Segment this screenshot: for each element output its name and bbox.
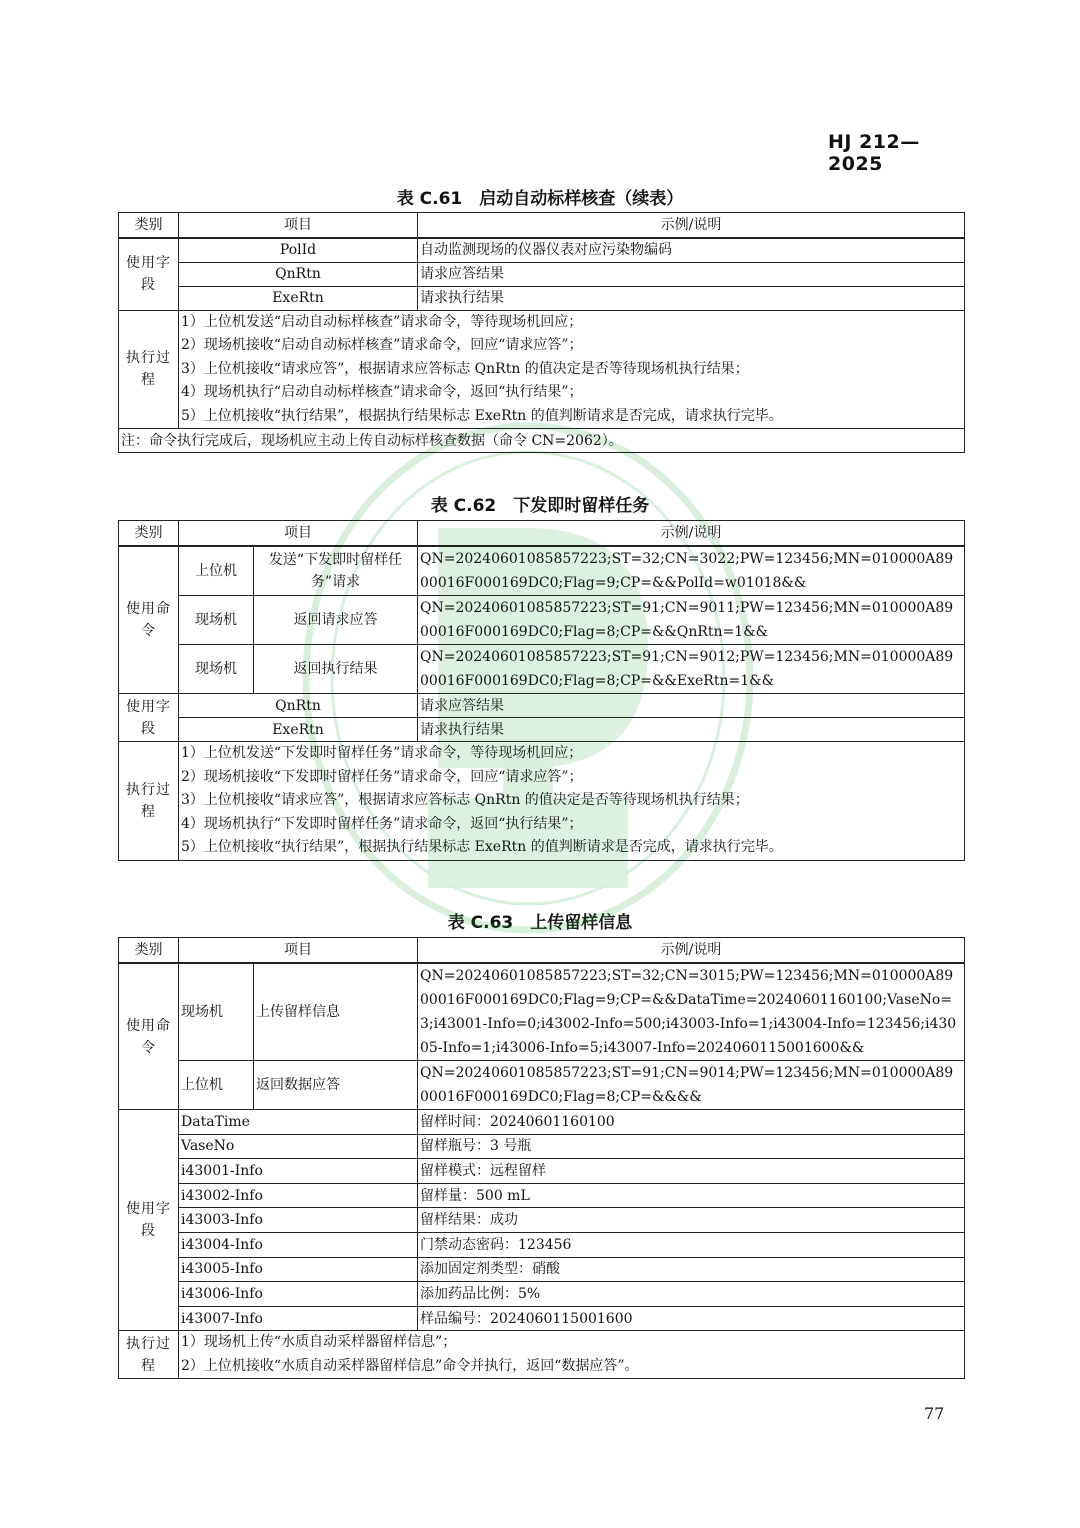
table-row xyxy=(119,546,965,596)
table-c63 xyxy=(118,937,965,1379)
field-desc: 留样模式：远程留样 xyxy=(418,1159,965,1184)
header-example: 示例/说明 xyxy=(418,213,965,239)
category-cell: 使用命令 xyxy=(119,963,179,1110)
table-c63-caption: 表 C.63 上传留样信息 xyxy=(447,913,633,933)
table-row xyxy=(119,1208,965,1233)
header-item: 项目 xyxy=(179,521,418,547)
category-cell: 使用字段 xyxy=(119,238,179,310)
category-cell: 执行过程 xyxy=(119,310,179,429)
table-c61 xyxy=(118,212,965,453)
field-desc: 请求应答结果 xyxy=(418,694,965,718)
header-item: 项目 xyxy=(179,938,418,964)
field-desc: 留样量：500 mL xyxy=(418,1183,965,1208)
command-example: QN=20240601085857223;ST=32;CN=3022;PW=123456;MN=010000A8900016F000169DC0;Flag=9;CP=&&PolId=w01018&& xyxy=(418,546,965,596)
field-name: i43002-Info xyxy=(179,1183,418,1208)
field-desc: 请求执行结果 xyxy=(418,286,965,310)
table-row xyxy=(119,596,965,645)
process-step: 5）上位机接收“执行结果”，根据执行结果标志 ExeRtn 的值判断请求是否完成，请求执行完毕。 xyxy=(181,407,783,424)
field-name: VaseNo xyxy=(179,1134,418,1159)
table-row xyxy=(119,1183,965,1208)
field-name: ExeRtn xyxy=(179,286,418,310)
field-desc: 留样时间：20240601160100 xyxy=(418,1110,965,1135)
field-name: i43004-Info xyxy=(179,1232,418,1257)
command-party: 上位机 xyxy=(179,1061,254,1110)
document-code: HJ 212—2025 xyxy=(828,131,920,175)
table-row xyxy=(119,238,965,262)
process-step: 3）上位机接收“请求应答”，根据请求应答标志 QnRtn 的值决定是否等待现场机执行结果； xyxy=(181,360,749,377)
process-step: 1）现场机上传“水质自动采样器留样信息”； xyxy=(181,1334,457,1351)
command-example: QN=20240601085857223;ST=91;CN=9011;PW=123456;MN=010000A8900016F000169DC0;Flag=8;CP=&&QnRtn=1&& xyxy=(418,596,965,645)
table-header-row xyxy=(119,521,965,547)
process-step: 1）上位机发送“启动自动标样核查”请求命令，等待现场机回应； xyxy=(181,313,583,330)
header-category: 类别 xyxy=(119,938,179,964)
category-cell: 使用命令 xyxy=(119,546,179,694)
command-action: 返回数据应答 xyxy=(254,1061,418,1110)
table-row xyxy=(119,1232,965,1257)
table-row xyxy=(119,1282,965,1307)
table-row xyxy=(119,286,965,310)
field-name: QnRtn xyxy=(179,262,418,286)
command-example: QN=20240601085857223;ST=91;CN=9012;PW=123456;MN=010000A8900016F000169DC0;Flag=8;CP=&&ExeRtn=1&& xyxy=(418,645,965,694)
table-row xyxy=(119,1331,965,1379)
table-c62-caption: 表 C.62 下发即时留样任务 xyxy=(430,496,650,516)
category-cell: 使用字段 xyxy=(119,694,179,742)
process-step: 1）上位机发送“下发即时留样任务”请求命令，等待现场机回应； xyxy=(181,745,583,761)
table-row xyxy=(119,1134,965,1159)
command-party: 现场机 xyxy=(179,963,254,1061)
process-step: 5）上位机接收“执行结果”，根据执行结果标志 ExeRtn 的值判断请求是否完成，请求执行完毕。 xyxy=(181,839,783,855)
header-example: 示例/说明 xyxy=(418,521,965,547)
process-step: 2）现场机接收“下发即时留样任务”请求命令，回应“请求应答”； xyxy=(181,768,583,785)
table-note: 注：命令执行完成后，现场机应主动上传自动标样核查数据（命令 CN=2062）。 xyxy=(119,429,965,453)
command-party: 上位机 xyxy=(179,546,254,596)
command-action: 上传留样信息 xyxy=(254,963,418,1061)
process-steps xyxy=(179,310,965,429)
table-row xyxy=(119,742,965,861)
table-row xyxy=(119,1061,965,1110)
process-step: 4）现场机执行“下发即时留样任务”请求命令，返回“执行结果”； xyxy=(181,815,583,832)
field-desc: 添加固定剂类型：硝酸 xyxy=(418,1257,965,1282)
table-row xyxy=(119,1257,965,1282)
header-example: 示例/说明 xyxy=(418,938,965,964)
process-step: 3）上位机接收“请求应答”，根据请求应答标志 QnRtn 的值决定是否等待现场机执行结果； xyxy=(181,792,749,808)
command-action: 返回请求应答 xyxy=(254,596,418,645)
field-name: DataTime xyxy=(179,1110,418,1135)
command-party: 现场机 xyxy=(179,645,254,694)
table-row xyxy=(119,1306,965,1331)
category-cell: 使用字段 xyxy=(119,1110,179,1331)
field-desc: 留样瓶号：3 号瓶 xyxy=(418,1134,965,1159)
table-row xyxy=(119,1159,965,1184)
field-name: PolId xyxy=(179,238,418,262)
category-cell: 执行过程 xyxy=(119,1331,179,1379)
process-step: 2）现场机接收“启动自动标样核查”请求命令，回应“请求应答”； xyxy=(181,337,583,353)
header-category: 类别 xyxy=(119,521,179,547)
table-row xyxy=(119,1110,965,1135)
header-item: 项目 xyxy=(179,213,418,239)
field-desc: 请求应答结果 xyxy=(418,262,965,286)
table-row xyxy=(119,310,965,429)
field-name: i43003-Info xyxy=(179,1208,418,1233)
field-desc: 请求执行结果 xyxy=(418,718,965,742)
process-step: 2）上位机接收“水质自动采样器留样信息”命令并执行，返回“数据应答”。 xyxy=(181,1357,639,1374)
table-c61-caption: 表 C.61 启动自动标样核查（续表） xyxy=(396,189,684,209)
page-number: 77 xyxy=(924,1404,945,1423)
field-desc: 留样结果：成功 xyxy=(418,1208,965,1233)
command-example: QN=20240601085857223;ST=32;CN=3015;PW=123456;MN=010000A8900016F000169DC0;Flag=9;CP=&&DataTime=20240601160100;VaseNo=3;i43001-Info=0;i43002-Info=500;i43003-Info=1;i43004-Info=123456;i43005-Info=1;i43006-Info=5;i43007-Info=2024060115001600&& xyxy=(418,963,965,1061)
table-row xyxy=(119,645,965,694)
command-action: 发送“下发即时留样任务”请求 xyxy=(254,546,418,596)
field-name: i43001-Info xyxy=(179,1159,418,1184)
table-row xyxy=(119,429,965,453)
field-desc: 门禁动态密码：123456 xyxy=(418,1232,965,1257)
field-desc: 自动监测现场的仪器仪表对应污染物编码 xyxy=(418,238,965,262)
table-row xyxy=(119,963,965,1061)
field-name: QnRtn xyxy=(179,694,418,718)
field-desc: 样品编号：2024060115001600 xyxy=(418,1306,965,1331)
field-name: i43007-Info xyxy=(179,1306,418,1331)
process-step: 4）现场机执行“启动自动标样核查”请求命令，返回“执行结果”； xyxy=(181,384,583,400)
header-category: 类别 xyxy=(119,213,179,239)
field-desc: 添加药品比例：5% xyxy=(418,1282,965,1307)
table-c62 xyxy=(118,520,965,861)
table-row xyxy=(119,262,965,286)
field-name: i43006-Info xyxy=(179,1282,418,1307)
category-cell: 执行过程 xyxy=(119,742,179,861)
command-party: 现场机 xyxy=(179,596,254,645)
table-header-row xyxy=(119,938,965,964)
table-row xyxy=(119,718,965,742)
process-steps xyxy=(179,742,965,861)
field-name: ExeRtn xyxy=(179,718,418,742)
table-header-row xyxy=(119,213,965,239)
command-action: 返回执行结果 xyxy=(254,645,418,694)
command-example: QN=20240601085857223;ST=91;CN=9014;PW=123456;MN=010000A8900016F000169DC0;Flag=8;CP=&&&& xyxy=(418,1061,965,1110)
field-name: i43005-Info xyxy=(179,1257,418,1282)
table-row xyxy=(119,694,965,718)
process-steps xyxy=(179,1331,965,1379)
